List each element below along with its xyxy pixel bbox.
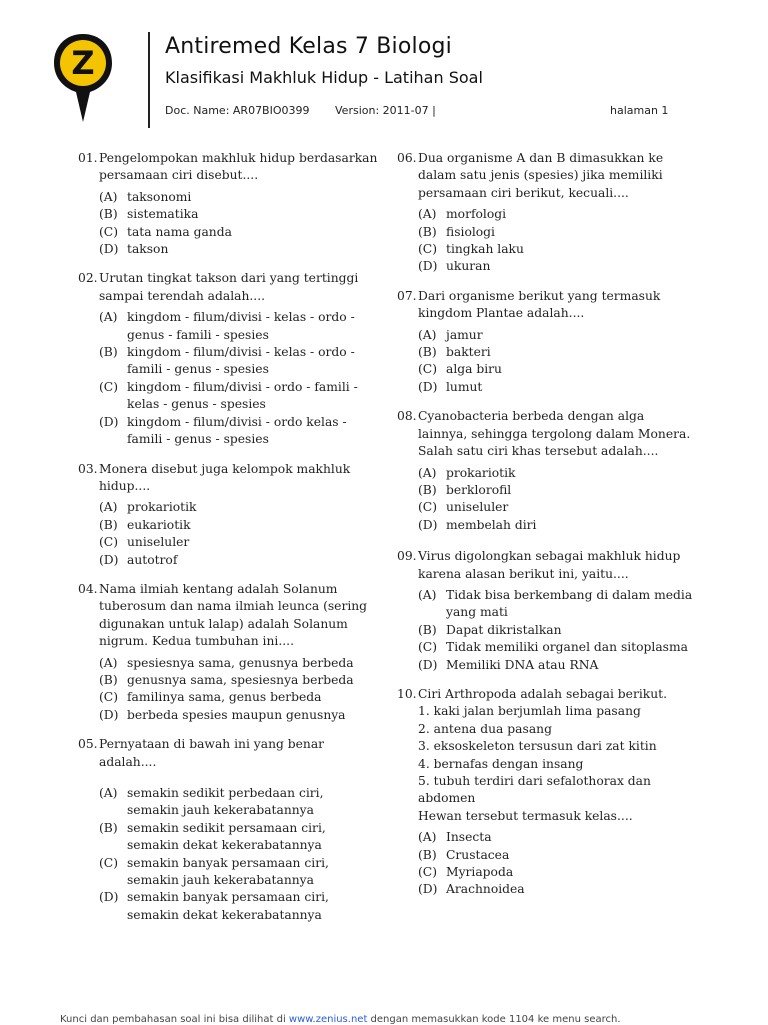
- option-letter: (D): [418, 882, 438, 897]
- answer-option: [99, 379, 378, 414]
- option-text: kingdom - filum/divisi - kelas - ordo - genus - famili - spesies: [127, 310, 355, 342]
- document-header: [0, 0, 768, 140]
- option-text: morfologi: [446, 207, 507, 222]
- option-letter: (C): [99, 690, 119, 705]
- answer-option: [418, 517, 697, 534]
- option-text: uniseluler: [127, 535, 190, 550]
- option-letter: (D): [99, 890, 119, 905]
- answer-options: [397, 327, 697, 397]
- answer-option: [418, 241, 697, 258]
- question-text-row: [78, 736, 378, 771]
- option-text: Tidak bisa berkembang di dalam media yang mati: [446, 587, 693, 620]
- option-letter: (B): [99, 517, 118, 532]
- answer-option: [99, 309, 378, 344]
- question-08: [397, 408, 697, 534]
- option-text: autotrof: [127, 552, 178, 567]
- page-title: Antiremed Kelas 7 Biologi: [165, 34, 452, 59]
- answer-option: [418, 482, 697, 499]
- question-text: Virus digolongkan sebagai makhluk hidup karena alasan berikut ini, yaitu....: [418, 549, 681, 581]
- option-letter: (D): [99, 552, 119, 567]
- question-09: [397, 548, 697, 674]
- option-text: prokariotik: [446, 465, 516, 480]
- answer-options: [397, 587, 697, 674]
- header-divider: [148, 32, 150, 128]
- option-text: semakin sedikit persamaan ciri, semakin dekat kekerabatannya: [127, 820, 326, 853]
- answer-option: [99, 499, 378, 516]
- question-number: 07.: [397, 288, 417, 303]
- question-07: [397, 288, 697, 396]
- answer-option: [99, 655, 378, 672]
- option-letter: (A): [418, 207, 437, 222]
- option-text: semakin banyak persamaan ciri, semakin dekat kekerabatannya: [127, 890, 329, 922]
- option-text: semakin banyak persamaan ciri, semakin jauh kekerabatannya: [127, 855, 329, 888]
- page-subtitle: Klasifikasi Makhluk Hidup - Latihan Soal: [165, 68, 483, 87]
- option-letter: (B): [418, 847, 437, 862]
- option-text: taksonomi: [127, 189, 192, 204]
- answer-options: [397, 206, 697, 276]
- question-06: [397, 150, 697, 276]
- question-05: [78, 736, 378, 924]
- answer-option: [99, 689, 378, 706]
- option-letter: (B): [418, 482, 437, 497]
- option-letter: (D): [99, 414, 119, 429]
- question-text: Dari organisme berikut yang termasuk kingdom Plantae adalah....: [418, 288, 661, 321]
- option-text: kingdom - filum/divisi - ordo kelas - famili - genus - spesies: [127, 414, 347, 447]
- answer-option: [418, 344, 697, 361]
- answer-option: [418, 379, 697, 396]
- answer-option: [418, 657, 697, 674]
- question-text-row: [397, 288, 697, 323]
- option-text: Crustacea: [446, 847, 510, 862]
- option-text: Tidak memiliki organel dan sitoplasma: [446, 640, 688, 655]
- option-letter: (B): [418, 622, 437, 637]
- option-text: Dapat dikristalkan: [446, 622, 562, 637]
- question-number: 10.: [397, 686, 417, 701]
- option-letter: (C): [418, 242, 438, 257]
- option-letter: (B): [99, 207, 118, 222]
- option-letter: (A): [418, 465, 437, 480]
- option-text: tingkah laku: [446, 242, 524, 257]
- question-number: 08.: [397, 409, 417, 424]
- answer-option: [418, 327, 697, 344]
- answer-option: [99, 224, 378, 241]
- answer-option: [99, 552, 378, 569]
- question-text: Pengelompokan makhluk hidup berdasarkan persamaan ciri disebut....: [99, 151, 378, 183]
- option-letter: (D): [418, 379, 438, 394]
- answer-options: [397, 465, 697, 535]
- option-text: berbeda spesies maupun genusnya: [127, 707, 346, 722]
- zenius-logo-icon: [52, 32, 114, 124]
- option-text: prokariotik: [127, 500, 197, 515]
- question-number: 02.: [78, 271, 98, 286]
- answer-option: [418, 224, 697, 241]
- answer-option: [99, 820, 378, 855]
- doc-version: Version: 2011-07 |: [335, 104, 436, 117]
- option-text: genusnya sama, spesiesnya berbeda: [127, 672, 354, 687]
- answer-option: [418, 829, 697, 846]
- question-number: 03.: [78, 461, 98, 476]
- question-number: 09.: [397, 549, 417, 564]
- option-text: takson: [127, 242, 169, 257]
- question-statement: 5. tubuh terdiri dari sefalothorax dan abdomen: [418, 774, 651, 806]
- option-text: Myriapoda: [446, 865, 514, 880]
- option-text: membelah diri: [446, 517, 537, 532]
- answer-option: [99, 889, 378, 924]
- answer-option: [418, 206, 697, 223]
- option-text: Arachnoidea: [446, 882, 525, 897]
- option-letter: (A): [99, 500, 118, 515]
- question-text-row: [78, 581, 378, 651]
- questions-left-column: [78, 150, 378, 936]
- question-01: [78, 150, 378, 258]
- answer-option: [99, 517, 378, 534]
- question-text-row: [397, 548, 697, 583]
- question-text-row: [78, 150, 378, 185]
- answer-option: [418, 639, 697, 656]
- question-text: Monera disebut juga kelompok makhluk hidup....: [99, 461, 351, 493]
- option-text: Insecta: [446, 830, 492, 845]
- answer-option: [99, 707, 378, 724]
- questions-right-column: [397, 150, 697, 911]
- answer-option: [99, 785, 378, 820]
- question-statement: 3. eksoskeleton tersusun dari zat kitin: [418, 739, 657, 754]
- option-letter: (A): [418, 587, 437, 602]
- question-text: Nama ilmiah kentang adalah Solanum tuberosum dan nama ilmiah leunca (sering digunakan untuk lalap) adalah Solanum nigrum. Kedua tumbuhan ini....: [99, 581, 368, 649]
- option-letter: (A): [418, 327, 437, 342]
- option-letter: (C): [99, 379, 119, 394]
- option-letter: (C): [99, 224, 119, 239]
- option-letter: (A): [99, 310, 118, 325]
- answer-option: [418, 499, 697, 516]
- answer-options: [397, 829, 697, 899]
- question-text-row: [397, 408, 697, 460]
- logo-letter: Z: [71, 44, 95, 82]
- question-statement: 1. kaki jalan berjumlah lima pasang: [418, 704, 641, 719]
- option-letter: (D): [418, 657, 438, 672]
- answer-option: [418, 847, 697, 864]
- option-text: eukariotik: [127, 517, 191, 532]
- question-text: Dua organisme A dan B dimasukkan ke dalam satu jenis (spesies) jika memiliki persamaan ciri berikut, kecuali....: [418, 151, 664, 200]
- option-text: familinya sama, genus berbeda: [127, 690, 322, 705]
- question-text-row: [78, 270, 378, 305]
- question-text: Ciri Arthropoda adalah sebagai berikut.: [418, 686, 667, 701]
- question-02: [78, 270, 378, 448]
- option-letter: (D): [99, 242, 119, 257]
- answer-option: [99, 189, 378, 206]
- option-text: sistematika: [127, 207, 199, 222]
- answer-options: [78, 309, 378, 448]
- option-letter: (C): [418, 865, 438, 880]
- option-letter: (C): [418, 640, 438, 655]
- answer-option: [418, 622, 697, 639]
- answer-option: [418, 361, 697, 378]
- option-letter: (B): [99, 820, 118, 835]
- question-number: 04.: [78, 581, 98, 596]
- option-letter: (D): [99, 707, 119, 722]
- doc-name: Doc. Name: AR07BIO0399: [165, 104, 310, 117]
- question-text: Pernyataan di bawah ini yang benar adalah....: [99, 737, 325, 769]
- question-statement: Hewan tersebut termasuk kelas....: [418, 808, 633, 823]
- question-text-row: [397, 686, 697, 703]
- option-letter: (B): [99, 672, 118, 687]
- answer-option: [418, 465, 697, 482]
- option-text: semakin sedikit perbedaan ciri, semakin jauh kekerabatannya: [127, 786, 324, 818]
- option-letter: (B): [418, 224, 437, 239]
- footer-text-post: dengan memasukkan kode 1104 ke menu search.: [367, 1014, 621, 1025]
- question-statement: 4. bernafas dengan insang: [418, 756, 584, 771]
- option-letter: (B): [99, 345, 118, 360]
- option-text: lumut: [446, 379, 483, 394]
- option-text: ukuran: [446, 259, 491, 274]
- doc-info: [165, 104, 458, 117]
- footer-text-pre: Kunci dan pembahasan soal ini bisa dilihat di: [60, 1014, 289, 1025]
- option-text: kingdom - filum/divisi - ordo - famili - kelas - genus - spesies: [127, 379, 358, 412]
- option-text: spesiesnya sama, genusnya berbeda: [127, 655, 354, 670]
- option-text: uniseluler: [446, 500, 509, 515]
- answer-option: [418, 881, 697, 898]
- answer-option: [99, 672, 378, 689]
- answer-options: [78, 655, 378, 725]
- option-letter: (B): [418, 345, 437, 360]
- page-number: halaman 1: [610, 104, 669, 117]
- answer-options: [78, 499, 378, 569]
- option-text: kingdom - filum/divisi - kelas - ordo - famili - genus - spesies: [127, 345, 355, 377]
- answer-option: [99, 241, 378, 258]
- question-10: [397, 686, 697, 899]
- answer-option: [99, 855, 378, 890]
- option-text: fisiologi: [446, 224, 495, 239]
- answer-option: [99, 534, 378, 551]
- option-letter: (A): [99, 189, 118, 204]
- question-text: Urutan tingkat takson dari yang tertinggi sampai terendah adalah....: [99, 271, 359, 303]
- question-number: 05.: [78, 737, 98, 752]
- option-letter: (C): [418, 500, 438, 515]
- answer-options: [78, 785, 378, 924]
- option-text: berklorofil: [446, 482, 512, 497]
- question-04: [78, 581, 378, 724]
- question-number: 01.: [78, 151, 98, 165]
- option-text: bakteri: [446, 345, 491, 360]
- option-letter: (D): [418, 259, 438, 274]
- answer-options: [78, 189, 378, 259]
- answer-option: [418, 587, 697, 622]
- answer-option: [99, 206, 378, 223]
- option-letter: (A): [99, 786, 118, 800]
- question-text: Cyanobacteria berbeda dengan alga lainnya, sehingga tergolong dalam Monera. Salah satu ciri khas tersebut adalah....: [418, 409, 691, 459]
- question-text-row: [78, 461, 378, 496]
- footer-note: [60, 1014, 621, 1025]
- option-letter: (A): [99, 655, 118, 670]
- option-letter: (C): [99, 535, 119, 550]
- answer-option: [99, 414, 378, 449]
- option-text: Memiliki DNA atau RNA: [446, 657, 599, 672]
- option-text: alga biru: [446, 362, 502, 377]
- option-text: jamur: [446, 327, 483, 342]
- answer-option: [418, 864, 697, 881]
- option-letter: (A): [418, 830, 437, 845]
- option-letter: (D): [418, 517, 438, 532]
- answer-option: [418, 258, 697, 275]
- question-statement: 2. antena dua pasang: [418, 721, 552, 736]
- option-letter: (C): [99, 855, 119, 870]
- question-number: 06.: [397, 151, 417, 165]
- option-letter: (C): [418, 362, 438, 377]
- question-03: [78, 461, 378, 569]
- option-text: tata nama ganda: [127, 224, 232, 239]
- question-text-row: [397, 150, 697, 202]
- footer-link[interactable]: www.zenius.net: [288, 1014, 368, 1025]
- answer-option: [99, 344, 378, 379]
